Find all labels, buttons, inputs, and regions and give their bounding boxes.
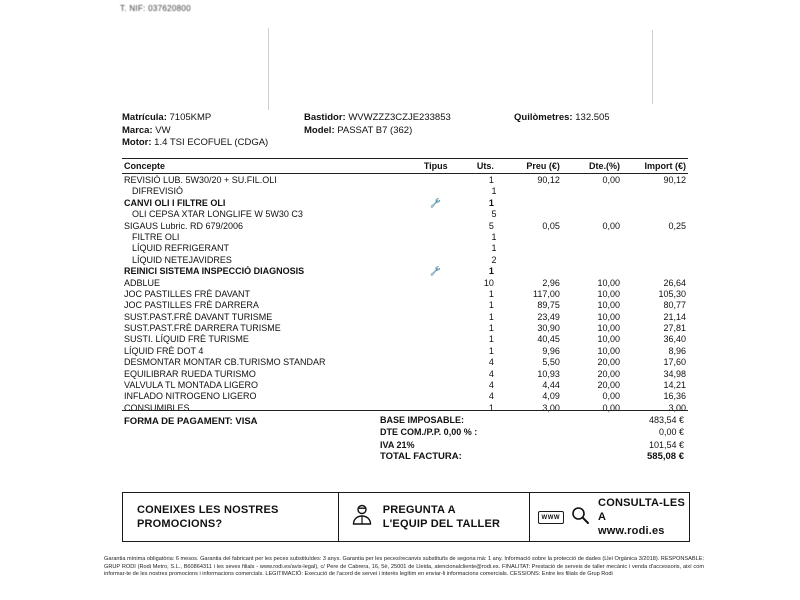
cell-uts: 5	[488, 220, 494, 231]
cell-concept: JOC PASTILLES FRÈ DAVANT	[124, 288, 251, 299]
cell-uts: 1	[488, 288, 494, 299]
cell-dte: 0,00	[602, 391, 621, 402]
motor-value: 1.4 TSI ECOFUEL (CDGA)	[151, 137, 269, 148]
cell-import: 34,98	[663, 368, 686, 379]
total-label: IVA 21%	[380, 439, 415, 450]
consult-line1: CONSULTA-LES A	[598, 497, 685, 523]
scan-artifact-line-left	[268, 28, 269, 110]
promo-ask-cell	[338, 493, 529, 541]
table-row	[122, 380, 688, 391]
cell-preu	[502, 255, 565, 266]
table-row	[122, 323, 688, 334]
total-value: 585,08 €	[647, 451, 684, 463]
cell-tipus	[414, 221, 457, 232]
total-value: 0,00 €	[658, 427, 684, 438]
cell-tipus	[414, 334, 457, 345]
header-preu: Preu (€)	[526, 161, 560, 171]
total-label: DTE COM./P.P. 0,00 % :	[380, 427, 478, 438]
scan-artifact-line-right	[652, 30, 653, 104]
cell-dte: 0,00	[602, 402, 621, 413]
cell-preu: 3,00	[542, 402, 560, 413]
cell-concept: REVISIÓ LUB. 5W30/20 + SU.FIL.OLI	[124, 175, 277, 185]
cell-dte	[564, 266, 624, 277]
cell-concept: EQUILIBRAR RUEDA TURISMO	[124, 368, 256, 379]
model-label: Model:	[304, 124, 335, 136]
cell-preu: 5,50	[542, 357, 560, 368]
cell-uts: 1	[488, 175, 494, 185]
header-concept: Concepte	[124, 161, 166, 171]
cell-preu: 117,00	[533, 288, 560, 299]
cell-preu	[502, 209, 565, 220]
cell-tipus	[414, 357, 457, 368]
cell-import: 105,30	[658, 288, 686, 299]
promo-web-text	[598, 496, 689, 538]
table-row	[122, 255, 688, 266]
quilometres-label: Quilòmetres:	[514, 112, 573, 123]
ask-line2: L'EQUIP DEL TALLER	[382, 518, 501, 530]
cell-dte: 0,00	[602, 175, 621, 185]
cell-concept: SUST.PAST.FRÈ DARRERA TURISME	[124, 323, 281, 334]
cell-preu: 40,45	[537, 334, 560, 345]
cell-import	[625, 232, 688, 243]
cell-uts: 4	[488, 357, 494, 368]
table-row	[122, 232, 688, 243]
cell-concept: LÍQUID FRÈ DOT 4	[124, 345, 204, 356]
promo-line2: PROMOCIONS?	[137, 518, 223, 530]
cell-dte: 10,00	[597, 345, 621, 356]
header-uts: Uts.	[476, 161, 494, 171]
scan-top-fragment: T. NIF: 037620800	[120, 4, 191, 13]
search-icon	[570, 505, 590, 530]
ask-line1: PREGUNTA A	[382, 504, 456, 516]
cell-preu: 4,44	[542, 380, 560, 391]
wrench-icon: 🔧	[430, 197, 442, 208]
cell-dte: 10,00	[597, 300, 621, 311]
cell-uts: 4	[488, 368, 494, 379]
table-row	[122, 357, 688, 368]
cell-preu	[502, 232, 565, 243]
cell-dte: 20,00	[597, 357, 621, 368]
cell-tipus	[414, 346, 457, 357]
vehicle-row	[122, 137, 688, 150]
cell-dte: 10,00	[597, 311, 621, 322]
cell-tipus	[414, 300, 457, 311]
cell-tipus	[418, 209, 460, 220]
motor-label: Motor:	[122, 137, 152, 148]
matricula-value: 7105KMP	[166, 112, 212, 123]
header-dte: Dte.(%)	[589, 161, 621, 171]
cell-uts: 1	[488, 197, 494, 208]
cell-uts: 1	[491, 231, 497, 242]
cell-tipus	[414, 289, 457, 300]
cell-concept: SUST.PAST.FRÈ DAVANT TURISME	[124, 311, 273, 322]
www-badge: WWW	[538, 511, 565, 524]
cell-concept: INFLADO NITROGENO LIGERO	[124, 391, 257, 402]
cell-tipus	[418, 186, 460, 197]
cell-concept: VALVULA TL MONTADA LIGERO	[124, 380, 259, 391]
cell-import	[625, 209, 688, 220]
cell-concept: DESMONTAR MONTAR CB.TURISMO STANDAR	[124, 357, 326, 368]
cell-import: 16,36	[663, 391, 686, 402]
cell-tipus	[414, 175, 457, 186]
cell-tipus	[414, 323, 457, 334]
cell-tipus	[414, 403, 457, 414]
table-header-row	[122, 159, 688, 174]
cell-import: 90,12	[663, 175, 686, 185]
table-row	[122, 300, 688, 311]
table-row	[122, 186, 688, 197]
cell-dte	[566, 243, 625, 254]
cell-concept: SUSTI. LÍQUID FRÈ TURISME	[124, 334, 249, 345]
cell-dte: 10,00	[597, 323, 621, 334]
cell-tipus	[414, 380, 457, 391]
promo-web-cell[interactable]	[529, 493, 689, 541]
table-row	[122, 312, 688, 323]
cell-uts: 1	[488, 266, 494, 277]
cell-tipus	[418, 232, 460, 243]
cell-preu	[500, 198, 564, 209]
cell-preu: 4,09	[542, 391, 560, 402]
mechanic-icon	[349, 502, 375, 533]
cell-tipus	[418, 255, 460, 266]
total-row	[380, 451, 688, 463]
cell-dte	[566, 209, 625, 220]
bastidor-value: WVWZZZ3CZJE233853	[345, 112, 451, 123]
cell-uts: 1	[488, 300, 494, 311]
cell-concept: CONSUMIBLES	[124, 402, 190, 413]
matricula-label: Matrícula:	[122, 112, 167, 123]
cell-uts: 10	[483, 277, 494, 288]
table-row	[122, 266, 688, 277]
table-row	[122, 209, 688, 220]
quilometres-value: 132.505	[572, 112, 610, 123]
cell-dte: 10,00	[597, 288, 621, 299]
cell-import	[625, 186, 688, 197]
cell-import	[624, 198, 688, 209]
total-label: TOTAL FACTURA:	[380, 451, 462, 463]
payment-method: FORMA DE PAGAMENT: VISA	[124, 416, 258, 427]
cell-concept: ADBLUE	[124, 277, 161, 288]
table-row	[122, 391, 688, 402]
cell-uts: 1	[488, 345, 494, 356]
marca-label: Marca:	[122, 124, 153, 136]
cell-dte: 0,00	[602, 220, 621, 231]
cell-concept: CANVI OLI I FILTRE OLI	[124, 197, 226, 208]
table-row	[122, 289, 688, 300]
cell-import: 21,14	[663, 311, 686, 322]
totals-separator	[122, 410, 688, 411]
cell-dte: 10,00	[597, 277, 621, 288]
table-row	[122, 346, 688, 357]
promo-question-text	[137, 503, 279, 531]
table-row	[122, 243, 688, 254]
cell-uts: 1	[488, 334, 494, 345]
cell-concept: LÍQUID NETEJAVIDRES	[132, 254, 232, 265]
promo-line1: CONEIXES LES NOSTRES	[137, 504, 279, 516]
cell-concept: JOC PASTILLES FRÈ DARRERA	[124, 300, 259, 311]
cell-preu: 9,96	[542, 345, 560, 356]
table-row	[122, 221, 688, 232]
cell-import: 14,21	[663, 380, 686, 391]
promo-question-cell	[123, 493, 338, 541]
cell-preu: 2,96	[542, 277, 560, 288]
total-value: 101,54 €	[648, 439, 684, 450]
cell-import: 36,40	[663, 334, 686, 345]
cell-uts: 2	[491, 254, 497, 265]
vehicle-row	[122, 125, 688, 138]
cell-tipus	[414, 312, 457, 323]
totals-block	[380, 414, 688, 464]
cell-dte	[566, 255, 625, 266]
total-value: 483,54 €	[648, 415, 684, 425]
cell-dte	[564, 198, 624, 209]
table-row	[122, 278, 688, 289]
cell-import: 80,77	[663, 300, 686, 311]
cell-uts: 1	[488, 323, 494, 334]
cell-preu: 23,49	[537, 311, 560, 322]
legal-footer: Garantia mínima obligatòria: 6 mesos. Garantia del fabricant per les peces substituïdes: 3 anys. Garantia per les peces/recanvis substituïts de segona mà: 1 any. Informació sobre la protecció de dades (Llei Orgànica 3/2018). RESPONSABLE: GRUP RODI (Rodi Metro, S.L., B60864311 i les seves filials - www.rodi.es/avis-legal), c/ Pere de Cabrera, 16, 5è, 25001 de Lleida, atencionalcliente@rodi.es. FINALITAT: Prestació de serveis de taller mecànic i venda d'accessoris, així com informar-te de les nostres promocions i informacions comercials. LEGITIMACIÓ: Execució de l'acord de servei i interès legítim en enviar-li informacions comercials. CESSIONS: Entre les filials de Grup Rodi	[104, 556, 704, 578]
cell-dte: 20,00	[597, 380, 621, 391]
cell-preu	[502, 186, 565, 197]
cell-preu: 10,93	[537, 368, 560, 379]
vehicle-row	[122, 112, 688, 125]
line-items-table	[122, 158, 688, 414]
promo-banner	[122, 492, 690, 542]
bastidor-label: Bastidor:	[304, 112, 346, 123]
cell-concept: OLI CEPSA XTAR LONGLIFE W 5W30 C3	[132, 209, 303, 220]
cell-concept: LÍQUID REFRIGERANT	[132, 243, 230, 254]
total-row	[380, 414, 688, 426]
cell-uts: 1	[488, 402, 494, 413]
cell-uts: 1	[488, 311, 494, 322]
cell-import: 26,64	[663, 277, 686, 288]
cell-uts: 4	[488, 380, 494, 391]
cell-import: 3,00	[668, 402, 686, 413]
cell-concept: REINICI SISTEMA INSPECCIÓ DIAGNOSIS	[124, 266, 305, 277]
cell-tipus	[414, 369, 457, 380]
cell-tipus	[418, 243, 460, 254]
cell-preu	[500, 266, 564, 277]
consult-line2: www.rodi.es	[598, 525, 665, 537]
cell-import	[624, 266, 688, 277]
cell-tipus	[414, 391, 457, 402]
cell-uts: 5	[491, 209, 497, 220]
cell-dte: 20,00	[597, 368, 621, 379]
table-body	[122, 174, 688, 414]
cell-uts: 1	[491, 243, 497, 254]
cell-import: 27,81	[663, 323, 686, 334]
cell-uts: 1	[491, 186, 497, 197]
table-row	[122, 334, 688, 345]
cell-dte	[566, 186, 625, 197]
cell-preu: 30,90	[537, 323, 560, 334]
cell-preu: 0,05	[542, 220, 560, 231]
header-import: Import (€)	[644, 161, 686, 171]
wrench-icon: 🔧	[430, 266, 442, 277]
cell-concept: DIFREVISIÓ	[132, 186, 184, 197]
cell-dte: 10,00	[597, 334, 621, 345]
cell-concept: FILTRE OLI	[132, 231, 180, 242]
table-row	[122, 175, 688, 186]
total-row	[380, 426, 688, 438]
cell-dte	[566, 232, 625, 243]
cell-preu: 89,75	[537, 300, 560, 311]
cell-import	[625, 255, 688, 266]
cell-import: 8,96	[668, 345, 686, 356]
cell-import: 17,60	[663, 357, 686, 368]
model-value: PASSAT B7 (362)	[334, 124, 413, 136]
cell-tipus	[414, 278, 457, 289]
cell-concept: SIGAUS Lubric. RD 679/2006	[124, 220, 244, 231]
cell-preu: 90,12	[537, 175, 560, 185]
promo-ask-text	[383, 503, 500, 531]
cell-preu	[502, 243, 565, 254]
marca-value: VW	[152, 124, 171, 136]
cell-uts: 4	[488, 391, 494, 402]
vehicle-details	[122, 112, 688, 150]
total-row	[380, 439, 688, 451]
table-row	[122, 403, 688, 414]
cell-import: 0,25	[668, 220, 686, 231]
table-row	[122, 198, 688, 209]
table-row	[122, 369, 688, 380]
cell-import	[625, 243, 688, 254]
total-label: BASE IMPOSABLE:	[380, 415, 465, 425]
header-tipus: Tipus	[423, 161, 448, 171]
